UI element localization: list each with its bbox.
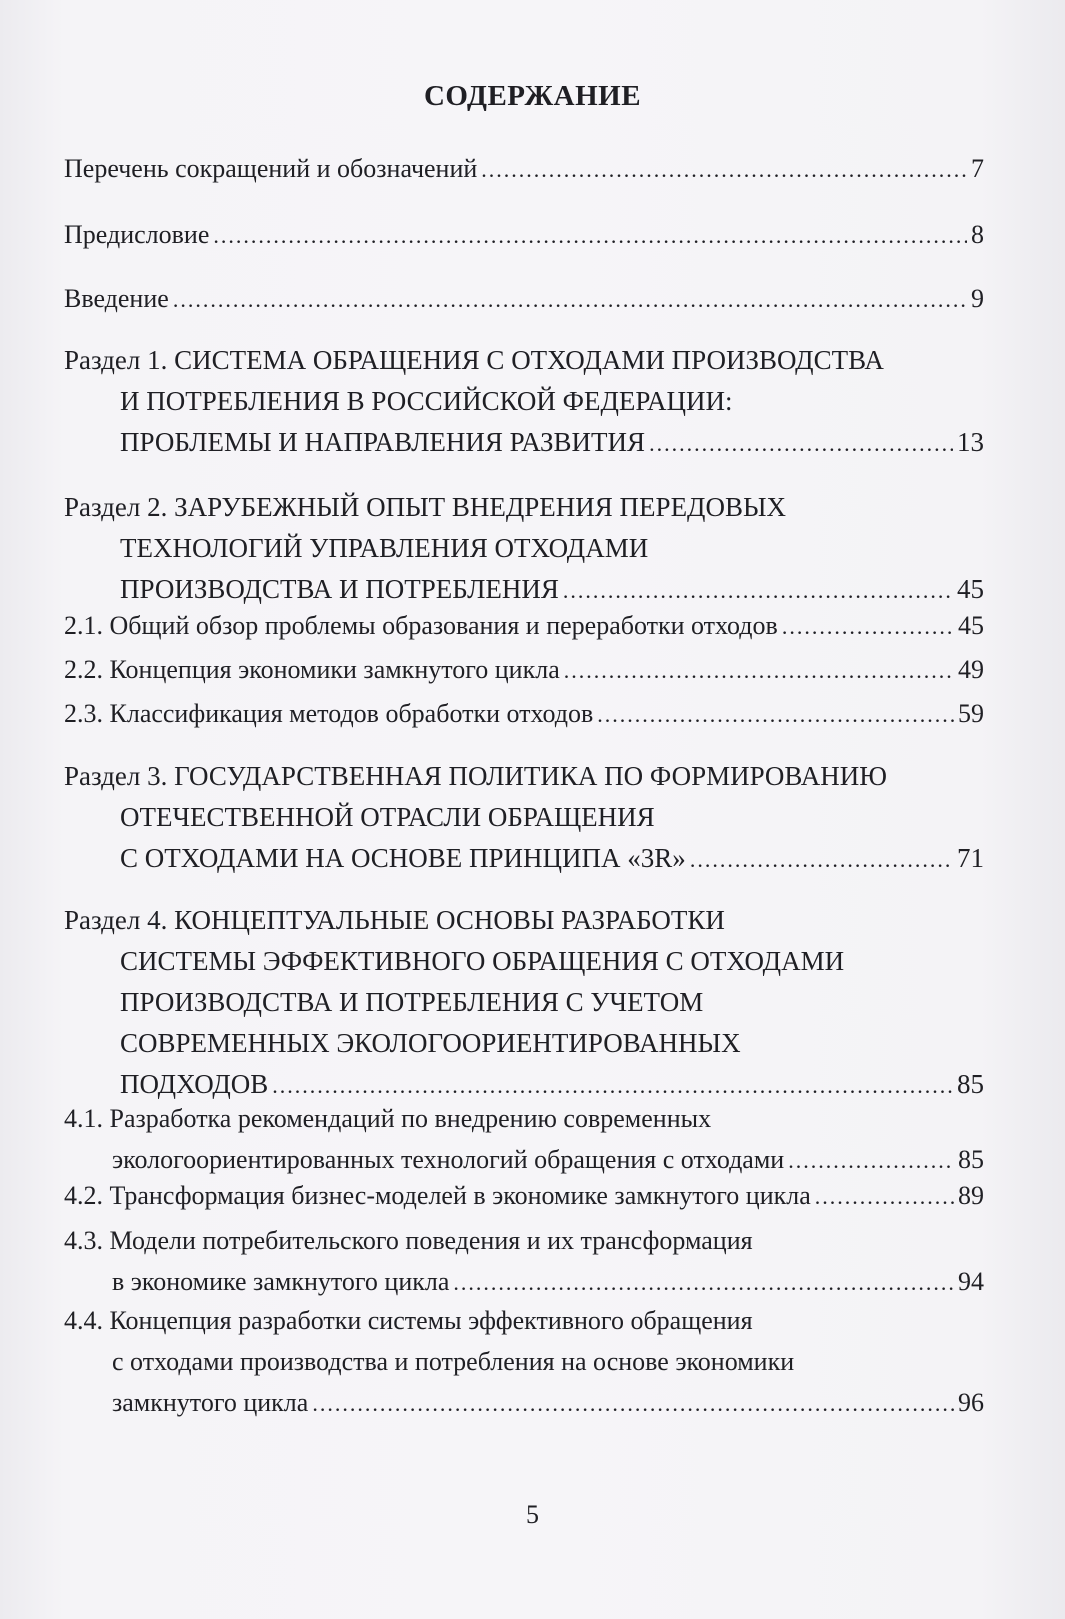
toc-entry-line xyxy=(64,278,984,320)
toc-entry-text: Введение xyxy=(64,284,169,313)
toc-page-number: 94 xyxy=(958,1267,984,1296)
toc-entry-text: ТЕХНОЛОГИЙ УПРАВЛЕНИЯ ОТХОДАМИ xyxy=(120,533,649,563)
toc-page-number: 89 xyxy=(958,1181,984,1210)
toc-section-entry xyxy=(64,756,984,880)
toc-page-number: 59 xyxy=(958,699,984,728)
dot-leader xyxy=(312,1383,954,1424)
toc-entry-text: ПОДХОДОВ xyxy=(120,1069,269,1099)
toc-page-number: 85 xyxy=(958,1145,984,1174)
toc-entry xyxy=(64,649,984,691)
dot-leader xyxy=(213,215,967,256)
toc-entry-text: 2.3. Классификация методов обработки отходов xyxy=(64,699,594,728)
toc-entry-text: 4.2. Трансформация бизнес-моделей в экономике замкнутого цикла xyxy=(64,1181,811,1210)
toc-entry-text: Предисловие xyxy=(64,220,210,249)
toc-entry xyxy=(64,1220,984,1303)
toc-entry-text: СОВРЕМЕННЫХ ЭКОЛОГООРИЕНТИРОВАННЫХ xyxy=(120,1028,741,1058)
toc-entry-text: ПРОИЗВОДСТВА И ПОТРЕБЛЕНИЯ xyxy=(120,574,559,604)
toc-entry xyxy=(64,1300,984,1424)
toc-page-number: 71 xyxy=(957,843,984,873)
toc-entry-line xyxy=(64,1341,984,1382)
toc-entry-line xyxy=(64,1023,984,1064)
toc-page-number: 7 xyxy=(971,154,984,183)
toc-entry-text: экологоориентированных технологий обращения с отходами xyxy=(112,1145,785,1174)
dot-leader xyxy=(782,606,954,647)
toc-page-number: 9 xyxy=(971,284,984,313)
toc-entry-text: СИСТЕМЫ ЭФФЕКТИВНОГО ОБРАЩЕНИЯ С ОТХОДАМИ xyxy=(120,946,845,976)
toc-entry-line xyxy=(64,1382,984,1424)
toc-entry xyxy=(64,278,984,320)
toc-entry-line xyxy=(64,693,984,735)
toc-entry-text: И ПОТРЕБЛЕНИЯ В РОССИЙСКОЙ ФЕДЕРАЦИИ: xyxy=(120,386,733,416)
toc-page-number: 49 xyxy=(958,655,984,684)
toc-entry-text: 4.3. Модели потребительского поведения и их трансформация xyxy=(64,1226,753,1255)
toc-entry-text: 2.2. Концепция экономики замкнутого цикла xyxy=(64,655,560,684)
toc-entry-text: Перечень сокращений и обозначений xyxy=(64,154,478,183)
toc-entry xyxy=(64,1098,984,1181)
toc-entry-text: в экономике замкнутого цикла xyxy=(112,1267,450,1296)
toc-entry-line xyxy=(64,1098,984,1139)
dot-leader xyxy=(690,839,953,880)
toc-entry xyxy=(64,605,984,647)
toc-page-number: 45 xyxy=(958,611,984,640)
toc-page-number: 85 xyxy=(957,1069,984,1099)
toc-section-entry xyxy=(64,340,984,464)
toc-entry-line xyxy=(64,982,984,1023)
toc-entry-line xyxy=(64,1300,984,1341)
toc-page-number: 45 xyxy=(957,574,984,604)
toc-entry-line xyxy=(64,422,984,464)
toc-entry-line xyxy=(64,340,984,381)
toc-entry-line xyxy=(64,1261,984,1303)
toc-entry-text: 4.1. Разработка рекомендаций по внедрению современных xyxy=(64,1104,712,1133)
dot-leader xyxy=(564,650,954,691)
toc-entry-text: 2.1. Общий обзор проблемы образования и переработки отходов xyxy=(64,611,778,640)
toc-entry-text: Раздел 4. КОНЦЕПТУАЛЬНЫЕ ОСНОВЫ РАЗРАБОТКИ xyxy=(64,905,725,935)
toc-entry-line xyxy=(64,1175,984,1217)
toc-entry-line xyxy=(64,756,984,797)
toc-entry xyxy=(64,693,984,735)
toc-entry-text: ПРОБЛЕМЫ И НАПРАВЛЕНИЯ РАЗВИТИЯ xyxy=(120,427,646,457)
toc-entry-line xyxy=(64,797,984,838)
toc-entry-text: С ОТХОДАМИ НА ОСНОВЕ ПРИНЦИПА «3R» xyxy=(120,843,686,873)
toc-entry-line xyxy=(64,487,984,528)
toc-entry-line xyxy=(64,214,984,256)
dot-leader xyxy=(481,149,967,190)
toc-entry xyxy=(64,1175,984,1217)
toc-entry-text: с отходами производства и потребления на основе экономики xyxy=(112,1347,795,1376)
toc-entry-text: ОТЕЧЕСТВЕННОЙ ОТРАСЛИ ОБРАЩЕНИЯ xyxy=(120,802,655,832)
toc-section-entry xyxy=(64,900,984,1106)
toc-entry xyxy=(64,148,984,190)
dot-leader xyxy=(453,1262,954,1303)
toc-page-number: 13 xyxy=(957,427,984,457)
toc-entry-text: замкнутого цикла xyxy=(112,1388,309,1417)
toc-entry-text: Раздел 2. ЗАРУБЕЖНЫЙ ОПЫТ ВНЕДРЕНИЯ ПЕРЕДОВЫХ xyxy=(64,492,787,522)
toc-page-number: 8 xyxy=(971,220,984,249)
toc-entry-text: Раздел 1. СИСТЕМА ОБРАЩЕНИЯ С ОТХОДАМИ ПРОИЗВОДСТВА xyxy=(64,345,884,375)
dot-leader xyxy=(815,1176,954,1217)
dot-leader xyxy=(173,279,967,320)
toc-entry-line xyxy=(64,649,984,691)
toc-entry-line xyxy=(64,900,984,941)
toc-page-number: 96 xyxy=(958,1388,984,1417)
toc-entry-text: Раздел 3. ГОСУДАРСТВЕННАЯ ПОЛИТИКА ПО ФОРМИРОВАНИЮ xyxy=(64,761,887,791)
toc-entry-line xyxy=(64,838,984,880)
toc-entry-line xyxy=(64,1220,984,1261)
toc-entry-line xyxy=(64,605,984,647)
toc-entry-line xyxy=(64,528,984,569)
toc-entry-line xyxy=(64,148,984,190)
toc-entry-text: 4.4. Концепция разработки системы эффективного обращения xyxy=(64,1306,753,1335)
toc-section-entry xyxy=(64,487,984,611)
page-number: 5 xyxy=(526,1500,539,1529)
toc-entry xyxy=(64,214,984,256)
dot-leader xyxy=(649,423,953,464)
page-title: СОДЕРЖАНИЕ xyxy=(423,80,642,112)
toc-entry-text: ПРОИЗВОДСТВА И ПОТРЕБЛЕНИЯ С УЧЕТОМ xyxy=(120,987,704,1017)
toc-entry-line xyxy=(64,941,984,982)
dot-leader xyxy=(597,694,954,735)
toc-entry-line xyxy=(64,381,984,422)
